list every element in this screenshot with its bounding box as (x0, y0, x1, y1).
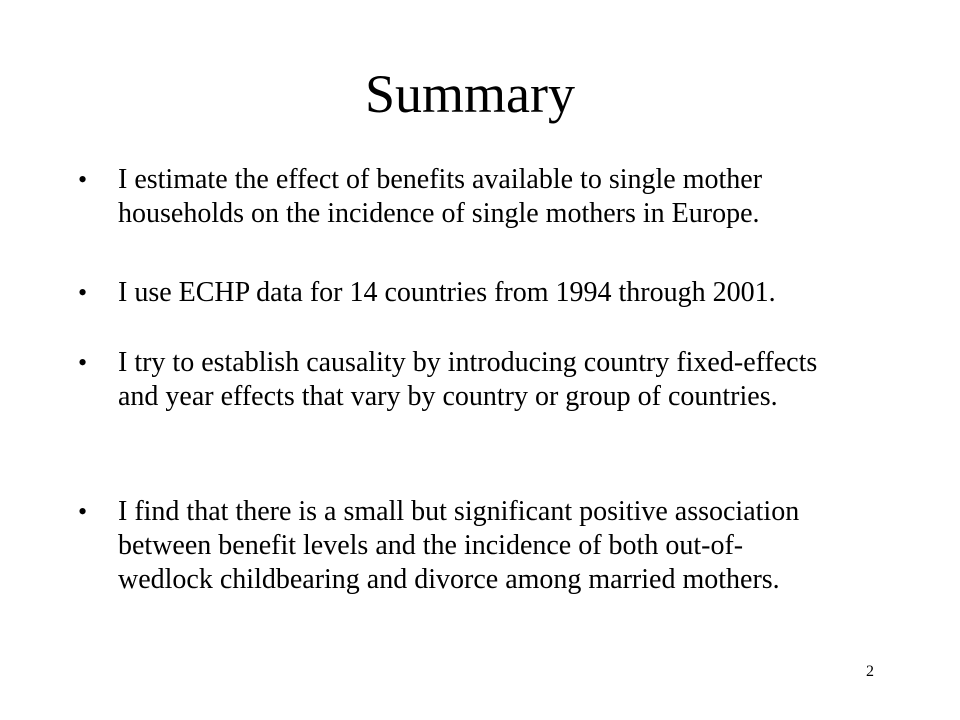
bullet-marker-icon: • (78, 348, 88, 377)
bullet-text: I find that there is a small but significant positive association between benefit levels and the incidence of both out-of-wedlock childbearing and divorce among married mothers. (118, 496, 800, 595)
bullet-item (78, 346, 838, 414)
bullet-item (78, 495, 838, 597)
bullet-text: I try to establish causality by introducing country fixed-effects and year effects that vary by country or group of countries. (118, 347, 818, 412)
bullet-marker-icon: • (78, 497, 88, 526)
bullet-item (78, 163, 838, 231)
page-number: 2 (866, 663, 874, 680)
bullet-text: I estimate the effect of benefits available to single mother households on the incidence of single mothers in Europe. (118, 164, 763, 229)
bullet-text: I use ECHP data for 14 countries from 1994 through 2001. (118, 277, 776, 308)
slide-title: Summary (365, 64, 575, 124)
bullet-marker-icon: • (78, 278, 88, 307)
bullet-item (78, 276, 838, 310)
bullet-marker-icon: • (78, 165, 88, 194)
